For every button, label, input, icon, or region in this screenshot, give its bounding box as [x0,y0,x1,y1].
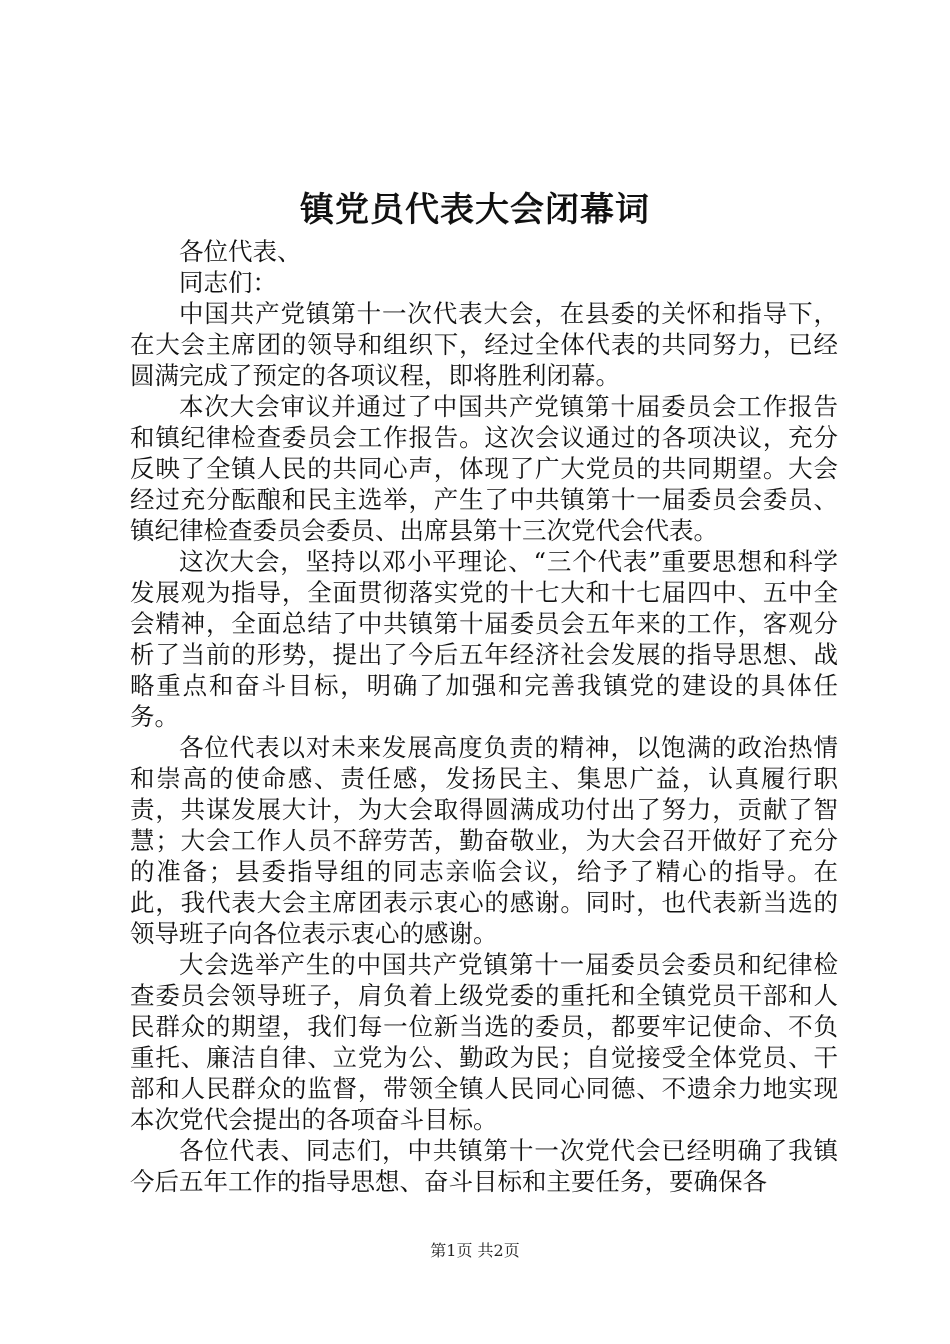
document-body [130,236,838,1197]
body-paragraph: 这次大会，坚持以邓小平理论、“三个代表”重要思想和科学发展观为指导，全面贯彻落实党的十七大和十七届四中、五中全会精神，全面总结了中共镇第十届委员会五年来的工作，客观分析了当前的形势，提出了今后五年经济社会发展的指导思想、战略重点和奋斗目标，明确了加强和完善我镇党的建设的具体任务。 [130,547,838,731]
document-title: 镇党员代表大会闭幕词 [300,190,650,230]
body-paragraph: 大会选举产生的中国共产党镇第十一届委员会委员和纪律检查委员会领导班子，肩负着上级党委的重托和全镇党员干部和人民群众的期望，我们每一位新当选的委员，都要牢记使命、不负重托、廉洁自律、立党为公、勤政为民；自觉接受全体党员、干部和人民群众的监督，带领全镇人民同心同德、不遗余力地实现本次党代会提出的各项奋斗目标。 [130,950,838,1134]
body-paragraph: 本次大会审议并通过了中国共产党镇第十届委员会工作报告和镇纪律检查委员会工作报告。这次会议通过的各项决议，充分反映了全镇人民的共同心声，体现了广大党员的共同期望。大会经过充分酝酿和民主选举，产生了中共镇第十一届委员会委员、镇纪律检查委员会委员、出席县第十三次党代会代表。 [130,392,838,545]
page-footer: 第1页 共2页 [430,1241,520,1260]
body-paragraph: 中国共产党镇第十一次代表大会，在县委的关怀和指导下，在大会主席团的领导和组织下，经过全体代表的共同努力，已经圆满完成了预定的各项议程，即将胜利闭幕。 [130,299,838,390]
salutation-line: 同志们： [179,268,277,297]
body-paragraph: 各位代表、同志们，中共镇第十一次党代会已经明确了我镇今后五年工作的指导思想、奋斗目标和主要任务，要确保各 [130,1136,838,1196]
body-paragraph: 各位代表以对未来发展高度负责的精神，以饱满的政治热情和崇高的使命感、责任感，发扬民主、集思广益，认真履行职责，共谋发展大计，为大会取得圆满成功付出了努力，贡献了智慧；大会工作人员不辞劳苦，勤奋敬业，为大会召开做好了充分的准备；县委指导组的同志亲临会议，给予了精心的指导。在此，我代表大会主席团表示衷心的感谢。同时，也代表新当选的领导班子向各位表示衷心的感谢。 [130,733,838,948]
salutation-line: 各位代表、 [179,237,302,266]
